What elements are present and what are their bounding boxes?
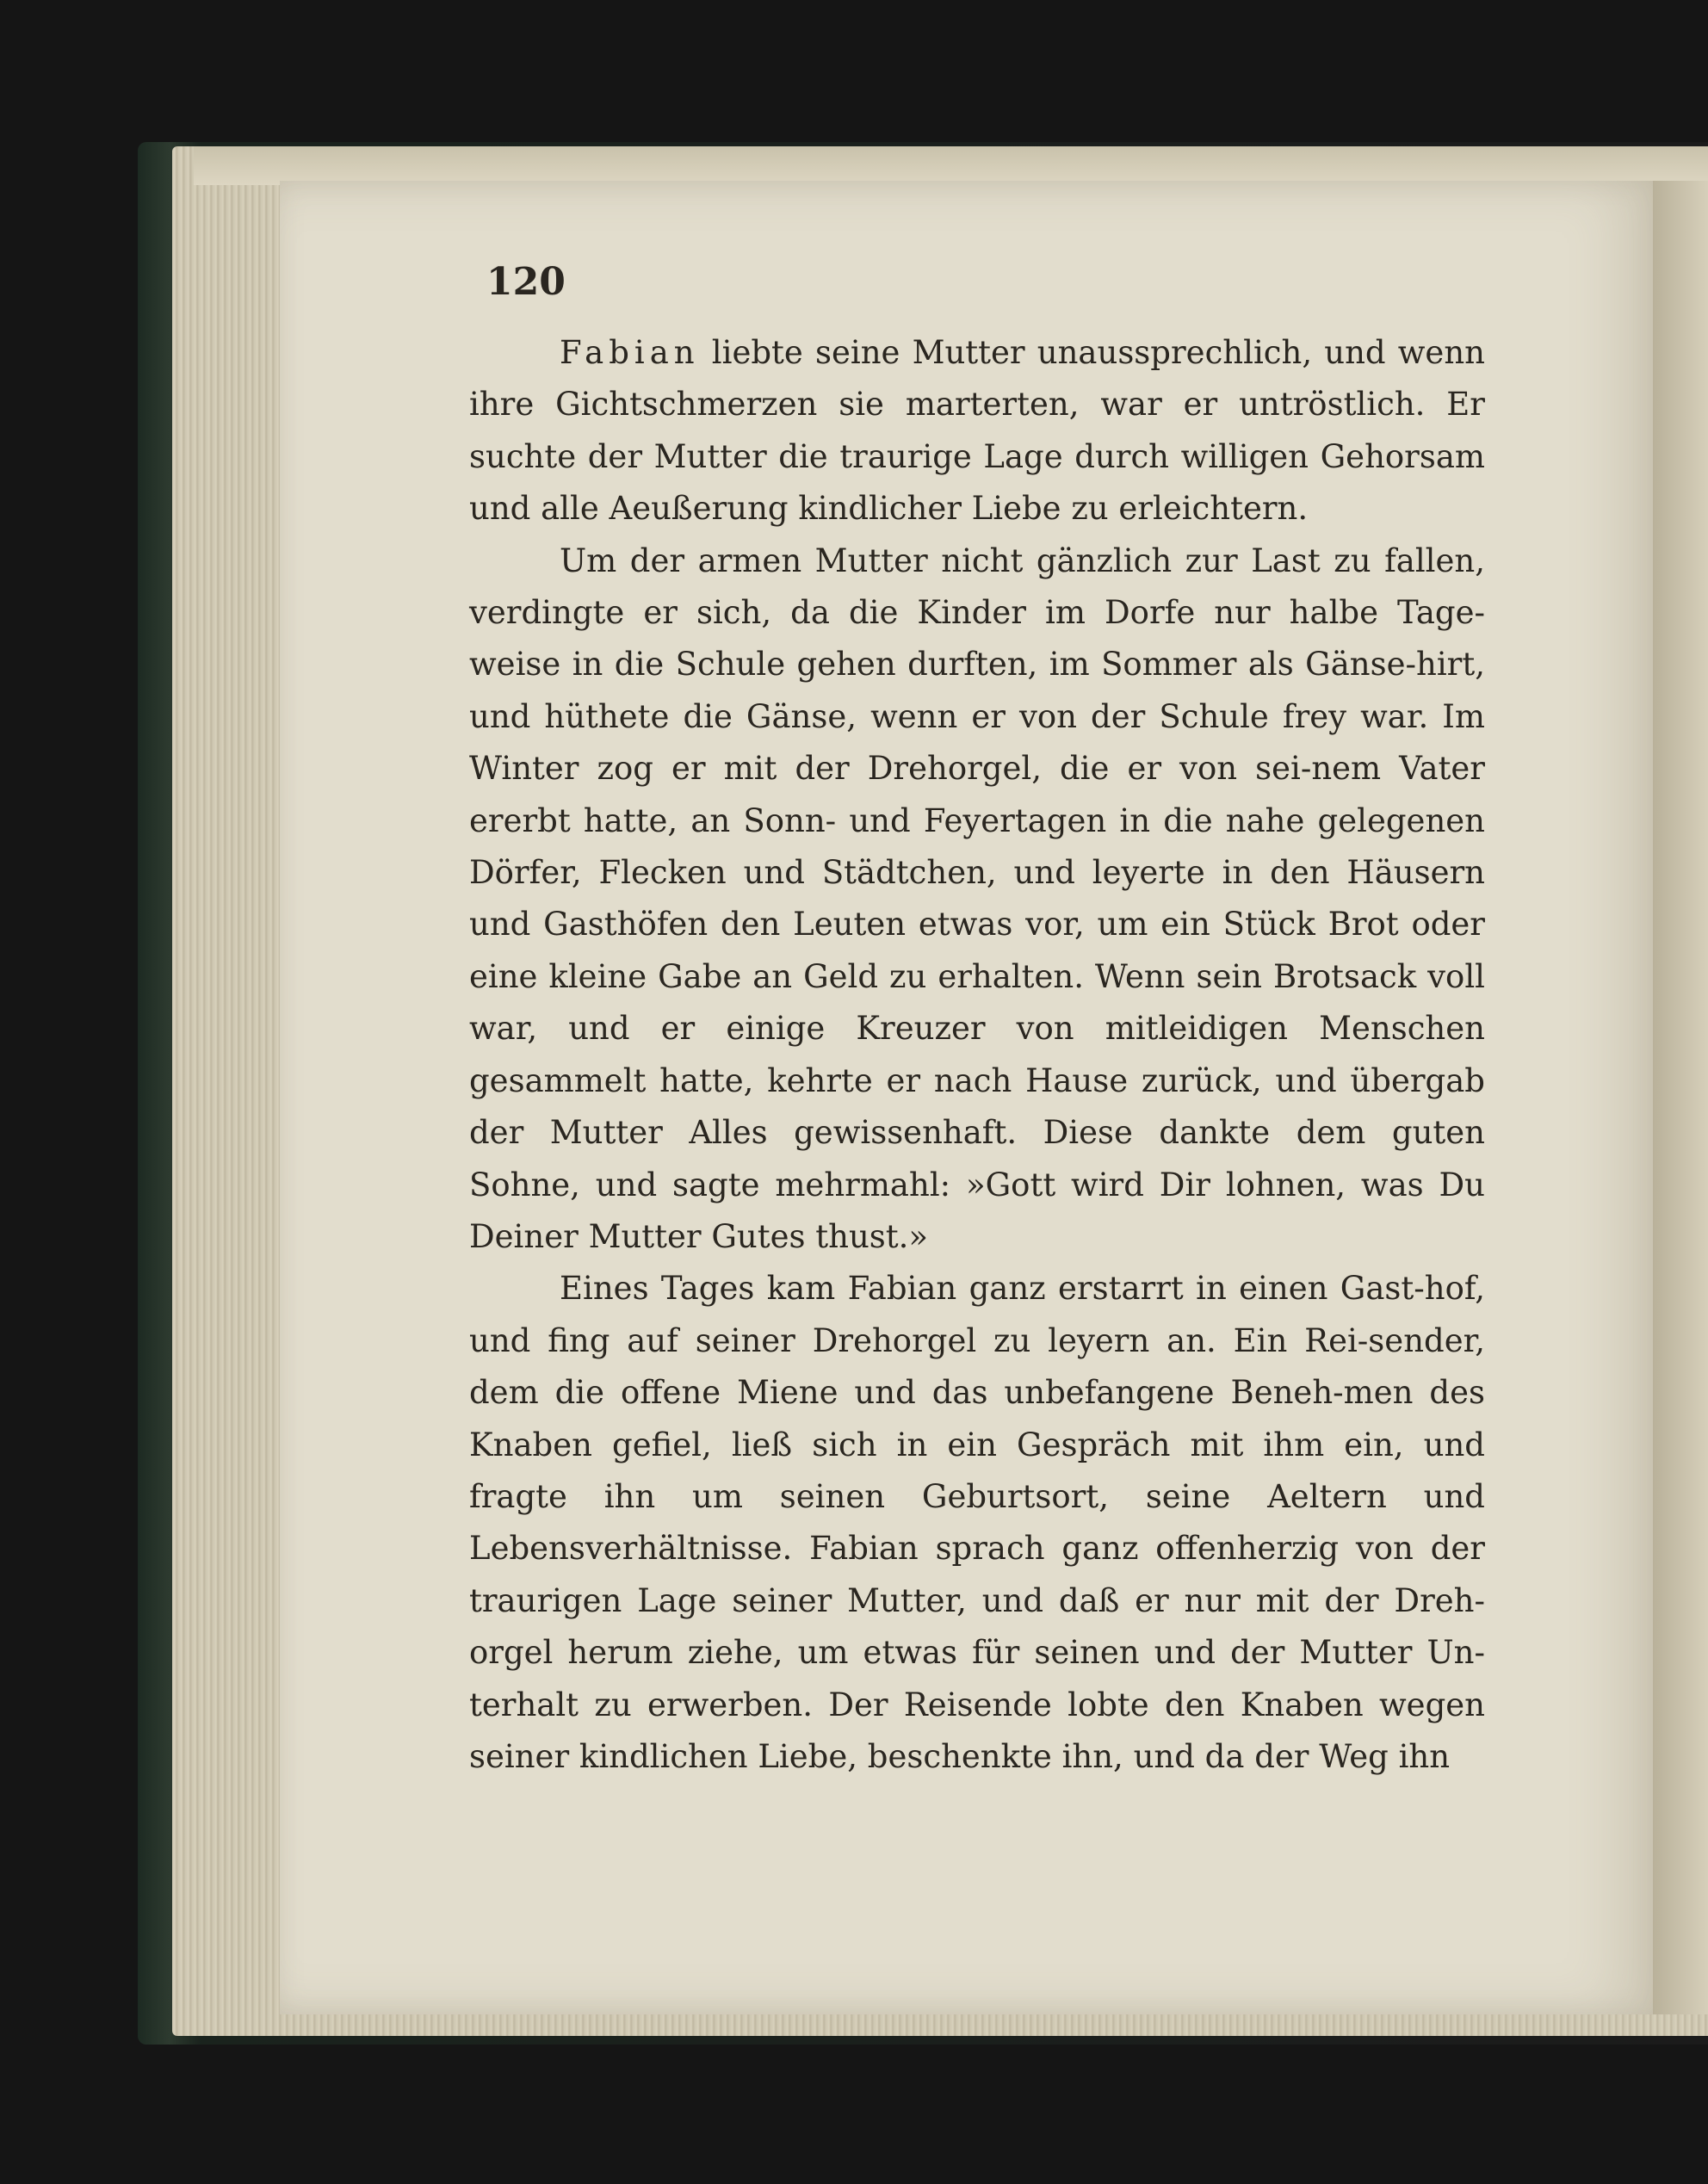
paragraph-2 bbox=[469, 535, 1485, 1264]
paragraph-text: Eines Tages kam Fabian ganz erstarrt in einen Gast-hof, und fing auf seiner Drehorgel zu leyern an. Ein Rei-sender, dem die offene Miene und das unbefangene Beneh-men des Knaben gefiel, ließ sich in ein Gespräch mit ihm ein, und fragte ihn um seinen Geburtsort, seine Aeltern und Lebensverhältnisse. Fabian sprach ganz offenherzig von der traurigen Lage seiner Mutter, und daß er nur mit der Dreh-orgel herum ziehe, um etwas für seinen und der Mutter Un-terhalt zu erwerben. Der Reisende lobte den Knaben wegen seiner kindlichen Liebe, beschenkte ihn, und da der Weg ihn bbox=[469, 1270, 1485, 1775]
page-body-text bbox=[469, 327, 1485, 1783]
paragraph-3 bbox=[469, 1263, 1485, 1783]
page-top-edge bbox=[194, 146, 1708, 185]
page-number: 120 bbox=[486, 260, 566, 304]
paragraph-text: Um der armen Mutter nicht gänzlich zur Last zu fallen, verdingte er sich, da die Kinder im Dorfe nur halbe Tage-weise in die Schule gehen durften, im Sommer als Gänse-hirt, und hüthete die Gänse, wenn er von der Schule frey war. Im Winter zog er mit der Drehorgel, die er von sei-nem Vater ererbt hatte, an Sonn- und Feyertagen in die nahe gelegenen Dörfer, Flecken und Städtchen, und leyerte in den Häusern und Gasthöfen den Leuten etwas vor, um ein Stück Brot oder eine kleine Gabe an Geld zu erhalten. Wenn sein Brotsack voll war, und er einige Kreuzer von mitleidigen Menschen gesammelt hatte, kehrte er nach Hause zurück, und übergab der Mutter Alles gewissenhaft. Diese dankte dem guten Sohne, und sagte mehrmahl: »Gott wird Dir lohnen, was Du Deiner Mutter Gutes thust.» bbox=[469, 541, 1485, 1255]
paragraph-1 bbox=[469, 327, 1485, 535]
emphasized-name: Fabian bbox=[560, 334, 700, 371]
facing-page-edge bbox=[1653, 181, 1708, 2014]
paragraph-text: liebte seine Mutter unaussprechlich, und wenn ihre Gichtschmerzen sie marterten, war er untröstlich. Er suchte der Mutter die traurige Lage durch willigen Gehorsam und alle Aeußerung kindlicher Liebe zu erleichtern. bbox=[469, 334, 1485, 528]
